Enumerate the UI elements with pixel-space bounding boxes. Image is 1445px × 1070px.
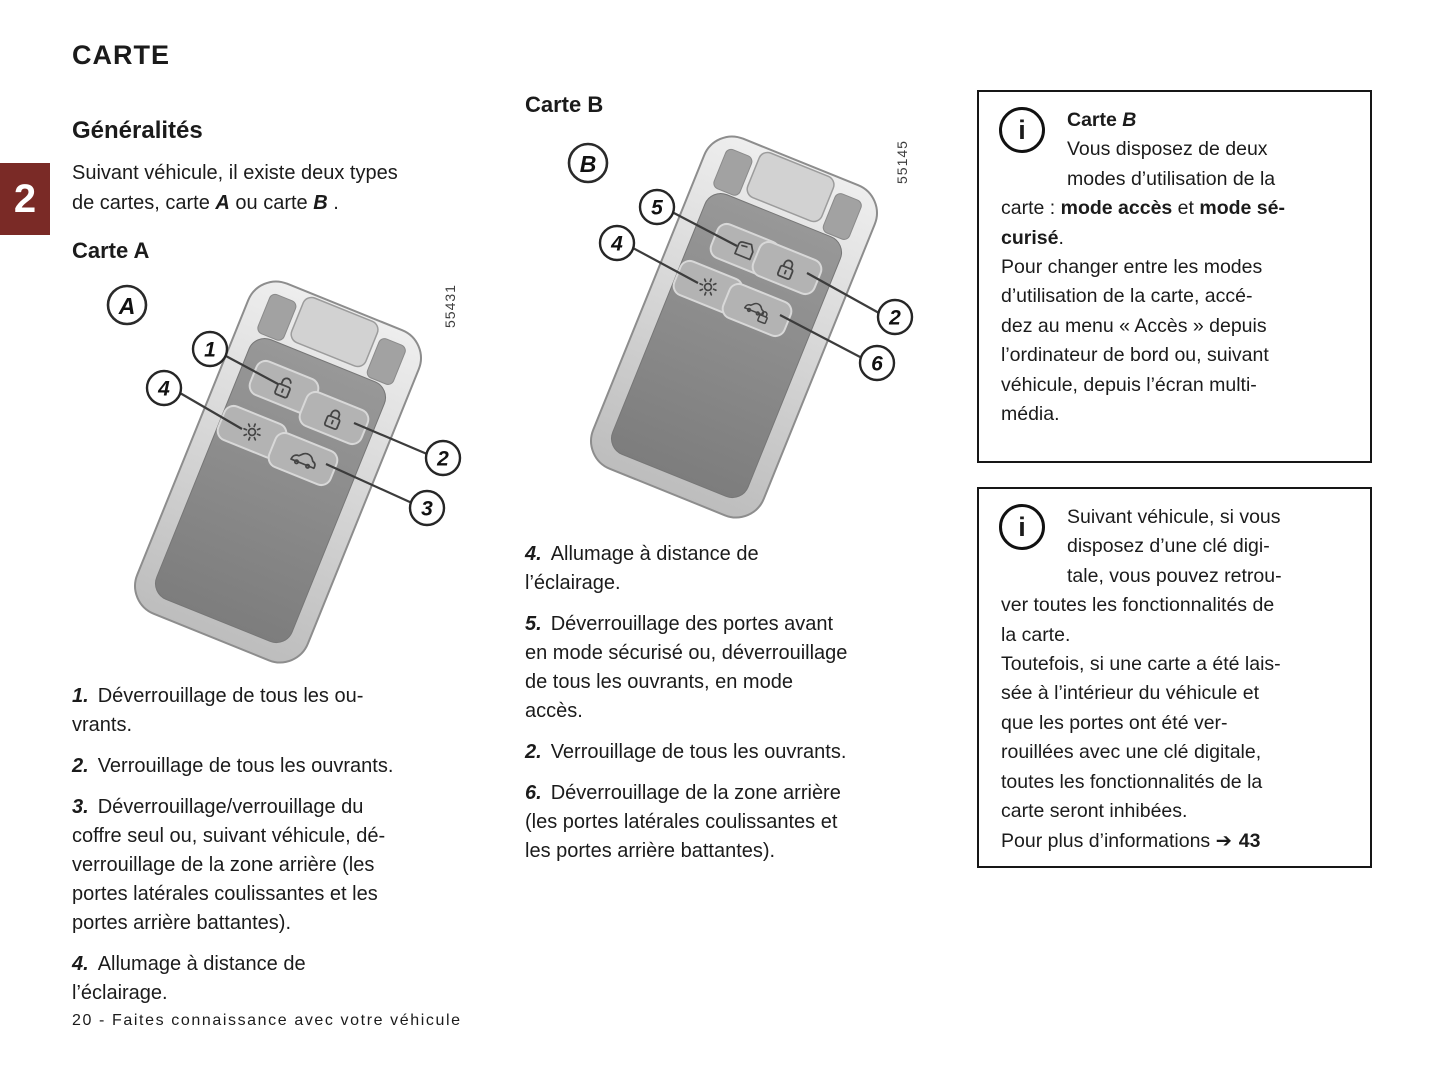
- list-item: 2. Verrouillage de tous les ouvrants.: [525, 741, 847, 763]
- info-box-text: Suivant véhicule, si vous disposez d’une clé digi- tale, vous pouvez retrou- ver toutes les fonctionnalités de la carte. Toutefois, si une carte a été lais- sée à l’intérieur du véhicule et que les portes ont été ver- rouillées avec une clé digitale, toutes les fonctionnalités de la carte seront inhibées. Pour plus d’informations ➔ 43: [1001, 506, 1282, 853]
- svg-text:5: 5: [651, 196, 663, 220]
- page-footer: 20 - Faites connaissance avec votre véhicule: [72, 1012, 462, 1029]
- keycard-b-illustration: [579, 127, 886, 526]
- info-box-text: Carte B Vous disposez de deux modes d’utilisation de la carte : mode accès et mode sé- curisé. Pour changer entre les modes d’utilisation de la carte, accé- dez au menu « Accès » depuis l’ordinateur de bord ou, suivant véhicule, depuis l’écran multi- média.: [1001, 109, 1285, 426]
- carte-a-item-list: [72, 682, 478, 1020]
- callout-3: [410, 491, 444, 525]
- list-item: 4. Allumage à distance de l’éclairage.: [525, 543, 759, 594]
- figure-ref-number: 55145: [894, 140, 910, 184]
- figure-label-a: [108, 286, 146, 324]
- info-icon-glyph: i: [1018, 114, 1026, 145]
- svg-text:B: B: [579, 151, 597, 177]
- figure-ref-number: 55431: [442, 284, 458, 328]
- callout-2: [426, 441, 460, 475]
- list-item: 3. Déverrouillage/verrouillage du coffre seul ou, suivant véhicule, dé- verrouillage de la zone arrière (les portes latérales coulissantes et les portes arrière battantes).: [72, 796, 386, 934]
- svg-text:A: A: [118, 293, 136, 319]
- list-item: 5. Déverrouillage des portes avant en mode sécurisé ou, déverrouillage de tous les ouvrants, en mode accès.: [525, 613, 848, 722]
- callout-5: [640, 190, 674, 224]
- chapter-tab: 2: [0, 163, 50, 235]
- svg-text:3: 3: [421, 497, 433, 521]
- list-item: 6. Déverrouillage de la zone arrière (les portes latérales coulissantes et les portes arrière battantes).: [525, 782, 841, 862]
- callout-6: [860, 346, 894, 380]
- svg-text:2: 2: [437, 447, 449, 471]
- list-item: 2. Verrouillage de tous les ouvrants.: [72, 755, 394, 777]
- callout-4: [600, 226, 634, 260]
- svg-text:1: 1: [204, 338, 216, 362]
- info-box-carte-b-modes: [977, 90, 1372, 463]
- list-item: 4. Allumage à distance de l’éclairage.: [72, 953, 306, 1004]
- callout-4: [147, 371, 181, 405]
- svg-text:6: 6: [871, 352, 883, 376]
- carte-b-item-list: [525, 540, 931, 878]
- subsection-heading-carte-b: Carte B: [525, 92, 604, 117]
- figure-label-b: [569, 144, 607, 182]
- page-title: CARTE: [72, 40, 170, 70]
- callout-2: [878, 300, 912, 334]
- svg-text:2: 2: [889, 306, 901, 330]
- section-heading-generalites: Généralités: [72, 117, 203, 144]
- info-box-digital-key: [977, 487, 1372, 868]
- callout-1: [193, 332, 227, 366]
- info-icon-glyph: i: [1018, 511, 1026, 542]
- carte-a-figure: [88, 272, 498, 676]
- intro-paragraph: Suivant véhicule, il existe deux types de cartes, carte A ou carte B .: [72, 162, 398, 214]
- keycard-a-illustration: [126, 272, 430, 671]
- list-item: 1. Déverrouillage de tous les ou- vrants.: [72, 685, 364, 736]
- carte-b-figure: [525, 120, 945, 532]
- svg-text:4: 4: [611, 232, 623, 256]
- subsection-heading-carte-a: Carte A: [72, 238, 150, 263]
- svg-text:4: 4: [158, 377, 170, 401]
